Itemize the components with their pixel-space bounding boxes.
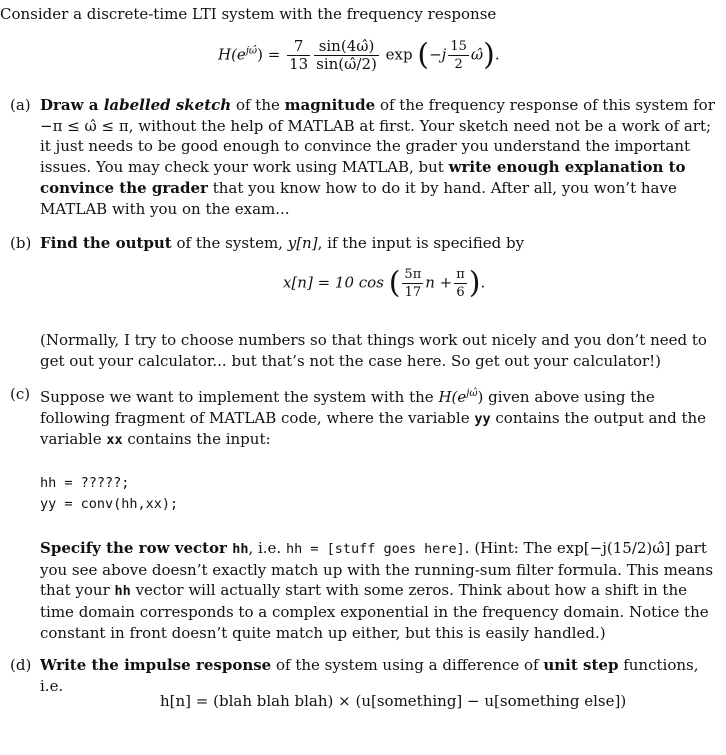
intro-text: Consider a discrete-time LTI system with the frequency response — [0, 5, 497, 23]
part-b-body: Find the output of the system, y[n], if the input is specified by — [40, 234, 525, 252]
part-d-label: (d) — [10, 656, 32, 674]
eq1-lhs: H(e — [218, 45, 246, 64]
code-line-1: hh = ?????; — [40, 475, 130, 491]
eq2-fraction-phase: $\frac{\pi}{6}$ — [456, 267, 465, 300]
eq2-fraction-frequency: $\frac{5\pi}{17}$ — [404, 267, 422, 300]
part-c-body: Suppose we want to implement the system with the $H(e^{j\omegâ})$ given above using the following fragment of MATLAB code, where the variable yy contains the output and the variable xx contains the input: — [40, 388, 707, 449]
input-signal-equation: x[n] = 10 cos ( $\frac{5\pi}{17}$ n + $\frac{\pi}{6}$ ). — [283, 265, 486, 301]
part-a-body: Draw a labelled sketch of the magnitude of the frequency response of this system for −π ≤ ω̂ ≤ π, without the help of MATLAB at first. Your sketch need not be a work of art; it just needs to be good enough to convince the grader you understand the important issues. You may check your work using MATLAB, but write enough explanation to convince the grader that you know how to do it by hand. After all, you won’t have MATLAB with you on the exam... — [40, 96, 715, 218]
eq1-exp-sign: −j — [429, 45, 447, 64]
eq1-lhs-sup: jω̂ — [245, 45, 258, 57]
eq1-lhs-close: ) = — [257, 45, 281, 64]
part-b-note: (Normally, I try to choose numbers so that things work out nicely and you don’t need to get out your calculator... but that’s not the case here. So get out your calculator!) — [40, 331, 707, 370]
part-c-spec-body: Specify the row vector hh, i.e. hh = [stuff goes here]. (Hint: The exp[−j(15/2)ω̂] part you see above doesn’t exactly match up with the running-sum filter formula. This means that your hh vector will actually start with some zeros. Think about how a shift in the time domain corresponds to a complex exponential in the frequency domain. Notice the constant in front doesn’t quite match up either, but this is easily handled.) — [40, 539, 714, 642]
part-c-spec — [0, 538, 720, 644]
part-b — [0, 233, 720, 254]
impulse-response-equation: h[n] = (blah blah blah) × (u[something] − u[something else]) — [160, 692, 627, 710]
part-b-label: (b) — [10, 234, 32, 252]
frequency-response-equation: $H(e^{j\omegâ})$ = $\frac{7}{13}$ $\frac{\sin(4\omegâ)}{\sin(\omegâ/2)}$ exp (−j $\frac{15}{2}$ ω̂). — [218, 37, 500, 73]
eq1-fraction-constant: $\frac{7}{13}$ — [289, 37, 309, 73]
code-line-2: yy = conv(hh,xx); — [40, 496, 179, 512]
part-a — [0, 95, 720, 219]
part-c-label: (c) — [10, 385, 31, 403]
matlab-code-block — [40, 473, 178, 515]
eq1-fraction-phase: $\frac{15}{2}$ — [450, 39, 467, 72]
part-d — [0, 655, 720, 696]
eq1-omega: ω̂ — [470, 45, 484, 64]
part-d-body: Write the impulse response of the system using a difference of unit step functions, i.e. — [40, 656, 699, 695]
eq1-fraction-sine: $\frac{\sin(4\omegâ)}{\sin(\omegâ/2)}$ — [316, 37, 377, 73]
eq1-exp: exp — [385, 45, 413, 64]
eq2-lhs: x[n] = 10 cos — [283, 273, 384, 292]
part-a-label: (a) — [10, 96, 31, 114]
part-c — [0, 384, 720, 451]
